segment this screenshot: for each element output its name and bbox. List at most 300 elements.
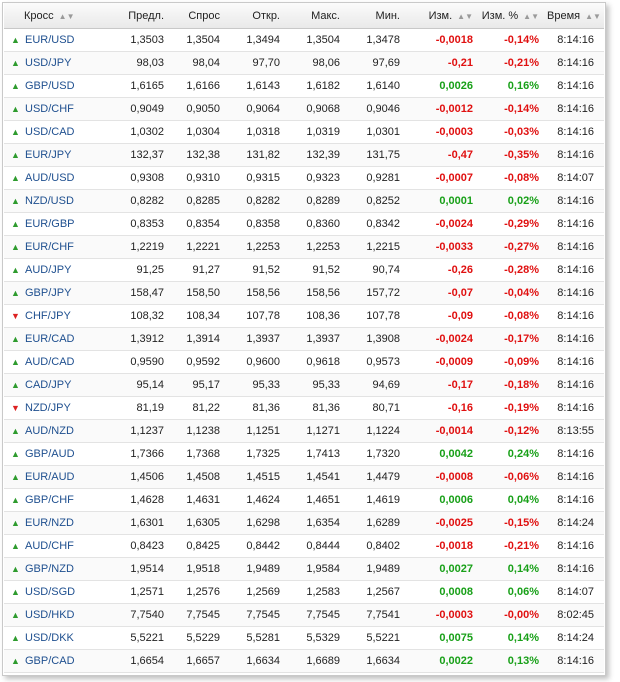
cell-time: 8:14:16 <box>547 190 604 213</box>
pair-link[interactable]: AUD/CAD <box>25 356 75 368</box>
cell-low: 1,6634 <box>348 650 408 673</box>
cell-ask: 91,27 <box>172 259 228 282</box>
arrow-up-icon: ▲ <box>11 541 20 551</box>
pair-link[interactable]: AUD/JPY <box>25 264 72 276</box>
cell-ask: 0,9310 <box>172 167 228 190</box>
cell-pair[interactable] <box>4 604 96 627</box>
arrow-up-icon: ▲ <box>11 196 20 206</box>
cell-open: 1,3937 <box>228 328 288 351</box>
cell-change-pct: -0,00% <box>481 604 547 627</box>
cell-pair[interactable] <box>4 512 96 535</box>
cell-pair[interactable] <box>4 167 96 190</box>
cell-change-pct: -0,14% <box>481 98 547 121</box>
cell-high: 91,52 <box>288 259 348 282</box>
arrow-up-icon: ▲ <box>11 150 20 160</box>
table-row[interactable] <box>4 144 604 167</box>
column-header-label: Спрос <box>188 9 220 22</box>
pair-link[interactable]: EUR/CHF <box>25 241 74 253</box>
cell-low: 94,69 <box>348 374 408 397</box>
cell-bid: 81,19 <box>96 397 172 420</box>
table-row[interactable] <box>4 650 604 673</box>
cell-open: 158,56 <box>228 282 288 305</box>
cell-low: 0,9046 <box>348 98 408 121</box>
cell-high: 98,06 <box>288 52 348 75</box>
cell-change: -0,0018 <box>408 29 481 52</box>
cell-open: 1,6298 <box>228 512 288 535</box>
cell-open: 1,3494 <box>228 29 288 52</box>
cell-bid: 1,6165 <box>96 75 172 98</box>
cell-open: 107,78 <box>228 305 288 328</box>
cell-time: 8:14:16 <box>547 558 604 581</box>
pair-link[interactable]: GBP/CAD <box>25 655 75 667</box>
cell-pair[interactable] <box>4 443 96 466</box>
cell-change: -0,0012 <box>408 98 481 121</box>
cell-bid: 1,2571 <box>96 581 172 604</box>
cell-change-pct: -0,29% <box>481 213 547 236</box>
cell-high: 1,3937 <box>288 328 348 351</box>
arrow-up-icon: ▲ <box>11 173 20 183</box>
cell-pair[interactable] <box>4 75 96 98</box>
cell-time: 8:14:24 <box>547 512 604 535</box>
arrow-up-icon: ▲ <box>11 518 20 528</box>
cell-pair[interactable] <box>4 190 96 213</box>
arrow-up-icon: ▲ <box>11 426 20 436</box>
cell-change-pct: 0,13% <box>481 650 547 673</box>
cell-pair[interactable] <box>4 374 96 397</box>
cell-pair[interactable] <box>4 282 96 305</box>
arrow-up-icon: ▲ <box>11 449 20 459</box>
cell-time: 8:14:16 <box>547 121 604 144</box>
cell-change: -0,0003 <box>408 604 481 627</box>
cell-change-pct: -0,35% <box>481 144 547 167</box>
cell-time: 8:14:16 <box>547 236 604 259</box>
pair-link[interactable]: EUR/AUD <box>25 471 75 483</box>
column-header-pair[interactable] <box>4 3 96 29</box>
cell-ask: 1,6657 <box>172 650 228 673</box>
cell-low: 0,9573 <box>348 351 408 374</box>
column-header-label: Время <box>547 9 581 22</box>
cell-change-pct: -0,12% <box>481 420 547 443</box>
column-header-label: Изм. <box>428 9 453 22</box>
cell-change-pct: 0,16% <box>481 75 547 98</box>
cell-bid: 1,4628 <box>96 489 172 512</box>
cell-time: 8:14:16 <box>547 351 604 374</box>
cell-bid: 1,9514 <box>96 558 172 581</box>
cell-bid: 108,32 <box>96 305 172 328</box>
cell-ask: 1,2576 <box>172 581 228 604</box>
table-row[interactable] <box>4 397 604 420</box>
cell-bid: 1,2219 <box>96 236 172 259</box>
cell-pair[interactable] <box>4 236 96 259</box>
cell-ask: 1,4631 <box>172 489 228 512</box>
cell-time: 8:02:45 <box>547 604 604 627</box>
table-row[interactable] <box>4 259 604 282</box>
cell-high: 1,7413 <box>288 443 348 466</box>
cell-high: 1,1271 <box>288 420 348 443</box>
pair-link[interactable]: USD/CAD <box>25 126 75 138</box>
arrow-up-icon: ▲ <box>11 334 20 344</box>
cell-ask: 1,2221 <box>172 236 228 259</box>
pair-link[interactable]: GBP/USD <box>25 80 75 92</box>
cell-open: 97,70 <box>228 52 288 75</box>
cell-high: 81,36 <box>288 397 348 420</box>
pair-link[interactable]: EUR/CAD <box>25 333 75 345</box>
cell-high: 1,3504 <box>288 29 348 52</box>
cell-open: 0,8442 <box>228 535 288 558</box>
pair-link[interactable]: EUR/JPY <box>25 149 72 161</box>
cell-ask: 0,8285 <box>172 190 228 213</box>
cell-change: -0,0033 <box>408 236 481 259</box>
table-row[interactable] <box>4 328 604 351</box>
cell-high: 1,9584 <box>288 558 348 581</box>
cell-change: 0,0026 <box>408 75 481 98</box>
cell-high: 7,7545 <box>288 604 348 627</box>
sort-arrows-icon[interactable]: ▲▼ <box>58 11 75 21</box>
cell-high: 1,0319 <box>288 121 348 144</box>
pair-link[interactable]: EUR/NZD <box>25 517 74 529</box>
cell-change-pct: 0,02% <box>481 190 547 213</box>
cell-change: 0,0022 <box>408 650 481 673</box>
cell-pair[interactable] <box>4 581 96 604</box>
column-header-label: Макс. <box>311 9 340 22</box>
cell-low: 0,8402 <box>348 535 408 558</box>
cell-high: 95,33 <box>288 374 348 397</box>
cell-open: 131,82 <box>228 144 288 167</box>
cell-pair[interactable] <box>4 627 96 650</box>
cell-bid: 1,3503 <box>96 29 172 52</box>
pair-link[interactable]: CHF/JPY <box>25 310 71 322</box>
cell-change-pct: -0,15% <box>481 512 547 535</box>
cell-change: -0,0014 <box>408 420 481 443</box>
arrow-up-icon: ▲ <box>11 610 20 620</box>
arrow-up-icon: ▲ <box>11 380 20 390</box>
rates-table-panel <box>2 2 606 676</box>
cell-change: 0,0075 <box>408 627 481 650</box>
pair-link[interactable]: USD/JPY <box>25 57 72 69</box>
cell-low: 1,7320 <box>348 443 408 466</box>
table-row[interactable] <box>4 52 604 75</box>
cell-change-pct: -0,28% <box>481 259 547 282</box>
cell-change: -0,26 <box>408 259 481 282</box>
cell-time: 8:14:16 <box>547 305 604 328</box>
cell-change-pct: -0,27% <box>481 236 547 259</box>
cell-low: 1,6140 <box>348 75 408 98</box>
table-row[interactable] <box>4 443 604 466</box>
cell-change-pct: 0,14% <box>481 627 547 650</box>
cell-time: 8:14:16 <box>547 466 604 489</box>
arrow-up-icon: ▲ <box>11 58 20 68</box>
cell-change: -0,0024 <box>408 328 481 351</box>
cell-time: 8:14:07 <box>547 167 604 190</box>
cell-open: 1,4515 <box>228 466 288 489</box>
cell-open: 5,5281 <box>228 627 288 650</box>
arrow-up-icon: ▲ <box>11 242 20 252</box>
cell-open: 1,2569 <box>228 581 288 604</box>
cell-low: 1,9489 <box>348 558 408 581</box>
sort-arrows-icon[interactable]: ▲▼ <box>585 11 601 21</box>
pair-link[interactable]: GBP/AUD <box>25 448 75 460</box>
cell-change: -0,09 <box>408 305 481 328</box>
cell-pair[interactable] <box>4 98 96 121</box>
cell-change-pct: -0,17% <box>481 328 547 351</box>
cell-ask: 1,4508 <box>172 466 228 489</box>
cell-pair[interactable] <box>4 420 96 443</box>
cell-bid: 132,37 <box>96 144 172 167</box>
cell-bid: 0,8282 <box>96 190 172 213</box>
cell-change: -0,0007 <box>408 167 481 190</box>
cell-bid: 91,25 <box>96 259 172 282</box>
column-header-open[interactable] <box>228 3 288 29</box>
cell-low: 1,3908 <box>348 328 408 351</box>
cell-ask: 7,7545 <box>172 604 228 627</box>
table-row[interactable] <box>4 236 604 259</box>
pair-link[interactable]: GBP/NZD <box>25 563 74 575</box>
arrow-up-icon: ▲ <box>11 219 20 229</box>
arrow-down-icon: ▼ <box>11 403 20 413</box>
cell-pair[interactable] <box>4 489 96 512</box>
pair-link[interactable]: USD/CHF <box>25 103 74 115</box>
cell-open: 0,9600 <box>228 351 288 374</box>
cell-pair[interactable] <box>4 29 96 52</box>
cell-bid: 0,9308 <box>96 167 172 190</box>
table-row[interactable] <box>4 167 604 190</box>
cell-time: 8:14:16 <box>547 213 604 236</box>
table-row[interactable] <box>4 489 604 512</box>
column-header-label: Изм. % <box>481 9 519 22</box>
table-row[interactable] <box>4 535 604 558</box>
cell-ask: 95,17 <box>172 374 228 397</box>
arrow-up-icon: ▲ <box>11 127 20 137</box>
cell-low: 1,2215 <box>348 236 408 259</box>
arrow-up-icon: ▲ <box>11 564 20 574</box>
table-row[interactable] <box>4 420 604 443</box>
cell-time: 8:14:16 <box>547 489 604 512</box>
cell-time: 8:14:16 <box>547 443 604 466</box>
cell-change: 0,0006 <box>408 489 481 512</box>
cell-change-pct: -0,09% <box>481 351 547 374</box>
table-row[interactable] <box>4 581 604 604</box>
cell-high: 158,56 <box>288 282 348 305</box>
cell-time: 8:14:16 <box>547 328 604 351</box>
cell-ask: 1,0304 <box>172 121 228 144</box>
cell-pair[interactable] <box>4 52 96 75</box>
table-row[interactable] <box>4 604 604 627</box>
cell-ask: 1,1238 <box>172 420 228 443</box>
cell-low: 80,71 <box>348 397 408 420</box>
pair-link[interactable]: USD/HKD <box>25 609 75 621</box>
pair-link[interactable]: USD/DKK <box>25 632 74 644</box>
cell-open: 1,4624 <box>228 489 288 512</box>
cell-pair[interactable] <box>4 466 96 489</box>
cell-ask: 1,3914 <box>172 328 228 351</box>
table-row[interactable] <box>4 512 604 535</box>
column-header-high[interactable] <box>288 3 348 29</box>
cell-low: 1,1224 <box>348 420 408 443</box>
table-row[interactable] <box>4 75 604 98</box>
cell-bid: 1,7366 <box>96 443 172 466</box>
table-row[interactable] <box>4 351 604 374</box>
cell-high: 5,5329 <box>288 627 348 650</box>
cell-low: 157,72 <box>348 282 408 305</box>
cell-pair[interactable] <box>4 351 96 374</box>
cell-high: 0,8360 <box>288 213 348 236</box>
cell-high: 1,2253 <box>288 236 348 259</box>
pair-link[interactable]: AUD/USD <box>25 172 75 184</box>
cell-open: 0,8358 <box>228 213 288 236</box>
cell-high: 1,6689 <box>288 650 348 673</box>
cell-change-pct: -0,06% <box>481 466 547 489</box>
pair-link[interactable]: EUR/USD <box>25 34 75 46</box>
cell-ask: 1,6305 <box>172 512 228 535</box>
pair-link[interactable]: AUD/NZD <box>25 425 74 437</box>
pair-link[interactable]: GBP/JPY <box>25 287 72 299</box>
cell-change-pct: -0,08% <box>481 305 547 328</box>
cell-ask: 132,38 <box>172 144 228 167</box>
cell-ask: 0,9592 <box>172 351 228 374</box>
pair-link[interactable]: NZD/USD <box>25 195 74 207</box>
cell-time: 8:14:16 <box>547 535 604 558</box>
cell-ask: 1,9518 <box>172 558 228 581</box>
cell-pair[interactable] <box>4 259 96 282</box>
cell-change-pct: -0,04% <box>481 282 547 305</box>
cell-pair[interactable] <box>4 650 96 673</box>
table-row[interactable] <box>4 190 604 213</box>
column-header-label: Откр. <box>252 9 280 22</box>
column-header-low[interactable] <box>348 3 408 29</box>
cell-ask: 98,04 <box>172 52 228 75</box>
cross-rates-table <box>4 3 604 673</box>
cell-time: 8:14:16 <box>547 374 604 397</box>
table-row[interactable] <box>4 558 604 581</box>
table-row[interactable] <box>4 305 604 328</box>
cell-ask: 0,8354 <box>172 213 228 236</box>
sort-arrows-icon[interactable]: ▲▼ <box>523 11 539 21</box>
table-row[interactable] <box>4 282 604 305</box>
cell-open: 0,8282 <box>228 190 288 213</box>
cell-ask: 1,6166 <box>172 75 228 98</box>
column-header-label: Мин. <box>375 9 400 22</box>
pair-link[interactable]: NZD/JPY <box>25 402 71 414</box>
cell-bid: 1,3912 <box>96 328 172 351</box>
column-header-bid[interactable] <box>96 3 172 29</box>
cell-ask: 1,7368 <box>172 443 228 466</box>
cell-high: 0,9323 <box>288 167 348 190</box>
cell-open: 1,9489 <box>228 558 288 581</box>
cell-high: 1,4541 <box>288 466 348 489</box>
cell-high: 0,9068 <box>288 98 348 121</box>
column-header-change-pct[interactable] <box>481 3 547 29</box>
cell-high: 0,9618 <box>288 351 348 374</box>
arrow-up-icon: ▲ <box>11 35 20 45</box>
cell-pair[interactable] <box>4 121 96 144</box>
cell-pair[interactable] <box>4 558 96 581</box>
cell-change: -0,0024 <box>408 213 481 236</box>
column-header-time[interactable] <box>547 3 604 29</box>
cell-change: -0,0025 <box>408 512 481 535</box>
cell-bid: 0,9049 <box>96 98 172 121</box>
cell-open: 1,2253 <box>228 236 288 259</box>
pair-link[interactable]: AUD/CHF <box>25 540 74 552</box>
cell-low: 97,69 <box>348 52 408 75</box>
arrow-up-icon: ▲ <box>11 495 20 505</box>
arrow-up-icon: ▲ <box>11 656 20 666</box>
cell-change: -0,47 <box>408 144 481 167</box>
cell-bid: 7,7540 <box>96 604 172 627</box>
cell-change: -0,07 <box>408 282 481 305</box>
cell-time: 8:14:16 <box>547 52 604 75</box>
pair-link[interactable]: CAD/JPY <box>25 379 72 391</box>
table-row[interactable] <box>4 374 604 397</box>
cell-change: 0,0027 <box>408 558 481 581</box>
column-header-label: Предл. <box>128 9 164 22</box>
cell-change: -0,16 <box>408 397 481 420</box>
table-row[interactable] <box>4 213 604 236</box>
cell-open: 0,9064 <box>228 98 288 121</box>
cell-ask: 158,50 <box>172 282 228 305</box>
cell-time: 8:14:16 <box>547 282 604 305</box>
cell-change: 0,0001 <box>408 190 481 213</box>
cell-change: -0,21 <box>408 52 481 75</box>
cell-pair[interactable] <box>4 213 96 236</box>
cell-high: 1,4651 <box>288 489 348 512</box>
column-header-label: Кросс <box>24 9 54 22</box>
arrow-up-icon: ▲ <box>11 587 20 597</box>
pair-link[interactable]: USD/SGD <box>25 586 76 598</box>
table-row[interactable] <box>4 29 604 52</box>
table-header-row <box>4 3 604 29</box>
table-row[interactable] <box>4 466 604 489</box>
cell-low: 0,8252 <box>348 190 408 213</box>
cell-pair[interactable] <box>4 397 96 420</box>
sort-arrows-icon[interactable]: ▲▼ <box>457 11 473 21</box>
cell-open: 1,0318 <box>228 121 288 144</box>
cell-open: 91,52 <box>228 259 288 282</box>
cell-time: 8:14:16 <box>547 29 604 52</box>
cell-open: 1,7325 <box>228 443 288 466</box>
table-row[interactable] <box>4 98 604 121</box>
cell-low: 1,3478 <box>348 29 408 52</box>
cell-pair[interactable] <box>4 144 96 167</box>
cell-bid: 158,47 <box>96 282 172 305</box>
cell-bid: 1,4506 <box>96 466 172 489</box>
cell-time: 8:14:16 <box>547 650 604 673</box>
cell-pair[interactable] <box>4 305 96 328</box>
cell-low: 1,0301 <box>348 121 408 144</box>
cell-change: -0,17 <box>408 374 481 397</box>
cell-ask: 1,3504 <box>172 29 228 52</box>
cell-low: 1,4619 <box>348 489 408 512</box>
cell-change: -0,0018 <box>408 535 481 558</box>
table-row[interactable] <box>4 121 604 144</box>
cell-open: 81,36 <box>228 397 288 420</box>
cell-high: 132,39 <box>288 144 348 167</box>
cell-bid: 0,9590 <box>96 351 172 374</box>
cell-change-pct: 0,24% <box>481 443 547 466</box>
pair-link[interactable]: GBP/CHF <box>25 494 74 506</box>
cell-low: 0,8342 <box>348 213 408 236</box>
cell-pair[interactable] <box>4 535 96 558</box>
pair-link[interactable]: EUR/GBP <box>25 218 75 230</box>
cell-bid: 98,03 <box>96 52 172 75</box>
cell-change: 0,0008 <box>408 581 481 604</box>
cell-pair[interactable] <box>4 328 96 351</box>
table-row[interactable] <box>4 627 604 650</box>
cell-bid: 0,8423 <box>96 535 172 558</box>
cell-low: 5,5221 <box>348 627 408 650</box>
column-header-ask[interactable] <box>172 3 228 29</box>
column-header-change[interactable] <box>408 3 481 29</box>
arrow-up-icon: ▲ <box>11 357 20 367</box>
